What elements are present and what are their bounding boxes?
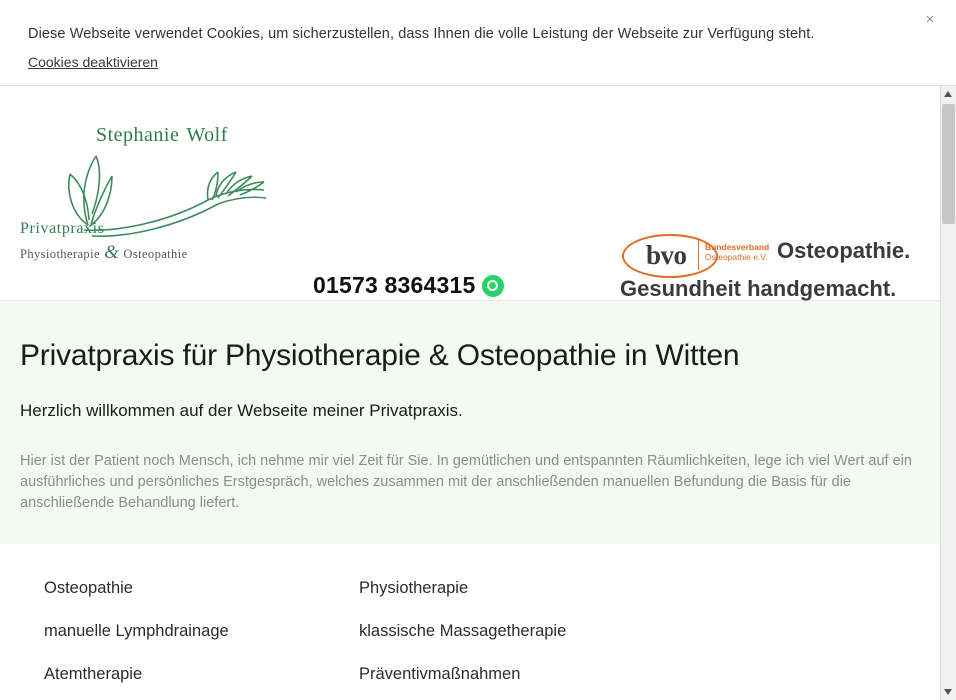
logo-last-name: Wolf bbox=[186, 124, 228, 146]
bvo-mark: bvo bbox=[646, 240, 687, 270]
cookie-consent-banner bbox=[0, 0, 956, 86]
phone-number[interactable]: 01573 8364315 bbox=[313, 272, 476, 298]
vertical-scrollbar[interactable] bbox=[940, 86, 956, 700]
bvo-claim-line-1: Osteopathie. bbox=[777, 238, 911, 263]
scroll-up-icon[interactable] bbox=[941, 86, 956, 102]
practice-logo[interactable] bbox=[18, 102, 308, 282]
intro-paragraph: Hier ist der Patient noch Mensch, ich nehme mir viel Zeit für Sie. In gemütlichen und entspannten Räumlichkeiten, lege ich viel Wert auf ein ausführliches und persönliches Erstgespräch, welches zusammen mit der anschließenden manuellen Befundung die Basis für die anschließende Behandlung liefert. bbox=[20, 453, 912, 511]
list-item[interactable]: Osteopathie bbox=[44, 579, 133, 597]
cookie-message: Diese Webseite verwendet Cookies, um sicherzustellen, dass Ihnen die volle Leistung der Webseite zur Verfügung steht. bbox=[28, 26, 815, 42]
services-section bbox=[0, 544, 940, 700]
intro-section bbox=[0, 301, 940, 544]
disable-cookies-link[interactable]: Cookies deaktivieren bbox=[28, 54, 158, 70]
list-item[interactable]: Physiotherapie bbox=[359, 579, 469, 597]
logo-privatpraxis bbox=[20, 216, 105, 239]
page-content bbox=[0, 86, 940, 700]
services-column-right bbox=[359, 578, 674, 700]
phone-contact[interactable] bbox=[313, 272, 504, 299]
list-item[interactable]: Atemtherapie bbox=[44, 665, 143, 683]
logo-name bbox=[96, 118, 228, 148]
bvo-org-line-2: Osteopathie e.V. bbox=[705, 252, 768, 262]
list-item[interactable]: Präventivmaßnahmen bbox=[359, 665, 521, 683]
logo-sub-amp: & bbox=[104, 242, 120, 263]
welcome-text: Herzlich willkommen auf der Webseite meiner Privatpraxis. bbox=[20, 401, 463, 420]
logo-privatpraxis-text: Privatpraxis bbox=[20, 220, 105, 237]
scrollbar-thumb[interactable] bbox=[942, 104, 955, 224]
scroll-down-icon[interactable] bbox=[941, 684, 956, 700]
logo-sub-physio: Physiotherapie bbox=[20, 247, 100, 261]
logo-sub-osteo: Osteopathie bbox=[123, 247, 188, 261]
page-title: Privatpraxis für Physiotherapie & Osteopathie in Witten bbox=[20, 339, 740, 372]
bvo-org-line-1: Bundesverband bbox=[705, 242, 770, 252]
whatsapp-icon[interactable] bbox=[482, 275, 504, 297]
list-item[interactable]: manuelle Lymphdrainage bbox=[44, 622, 229, 640]
bvo-divider bbox=[698, 238, 699, 270]
site-header bbox=[0, 86, 940, 301]
bvo-claim-line-2: Gesundheit handgemacht. bbox=[620, 276, 897, 301]
logo-first-name: Stephanie bbox=[96, 124, 180, 146]
services-column-left bbox=[44, 578, 359, 700]
list-item[interactable]: klassische Massagetherapie bbox=[359, 622, 567, 640]
logo-subtitle bbox=[20, 242, 188, 264]
close-icon[interactable]: × bbox=[925, 11, 935, 28]
